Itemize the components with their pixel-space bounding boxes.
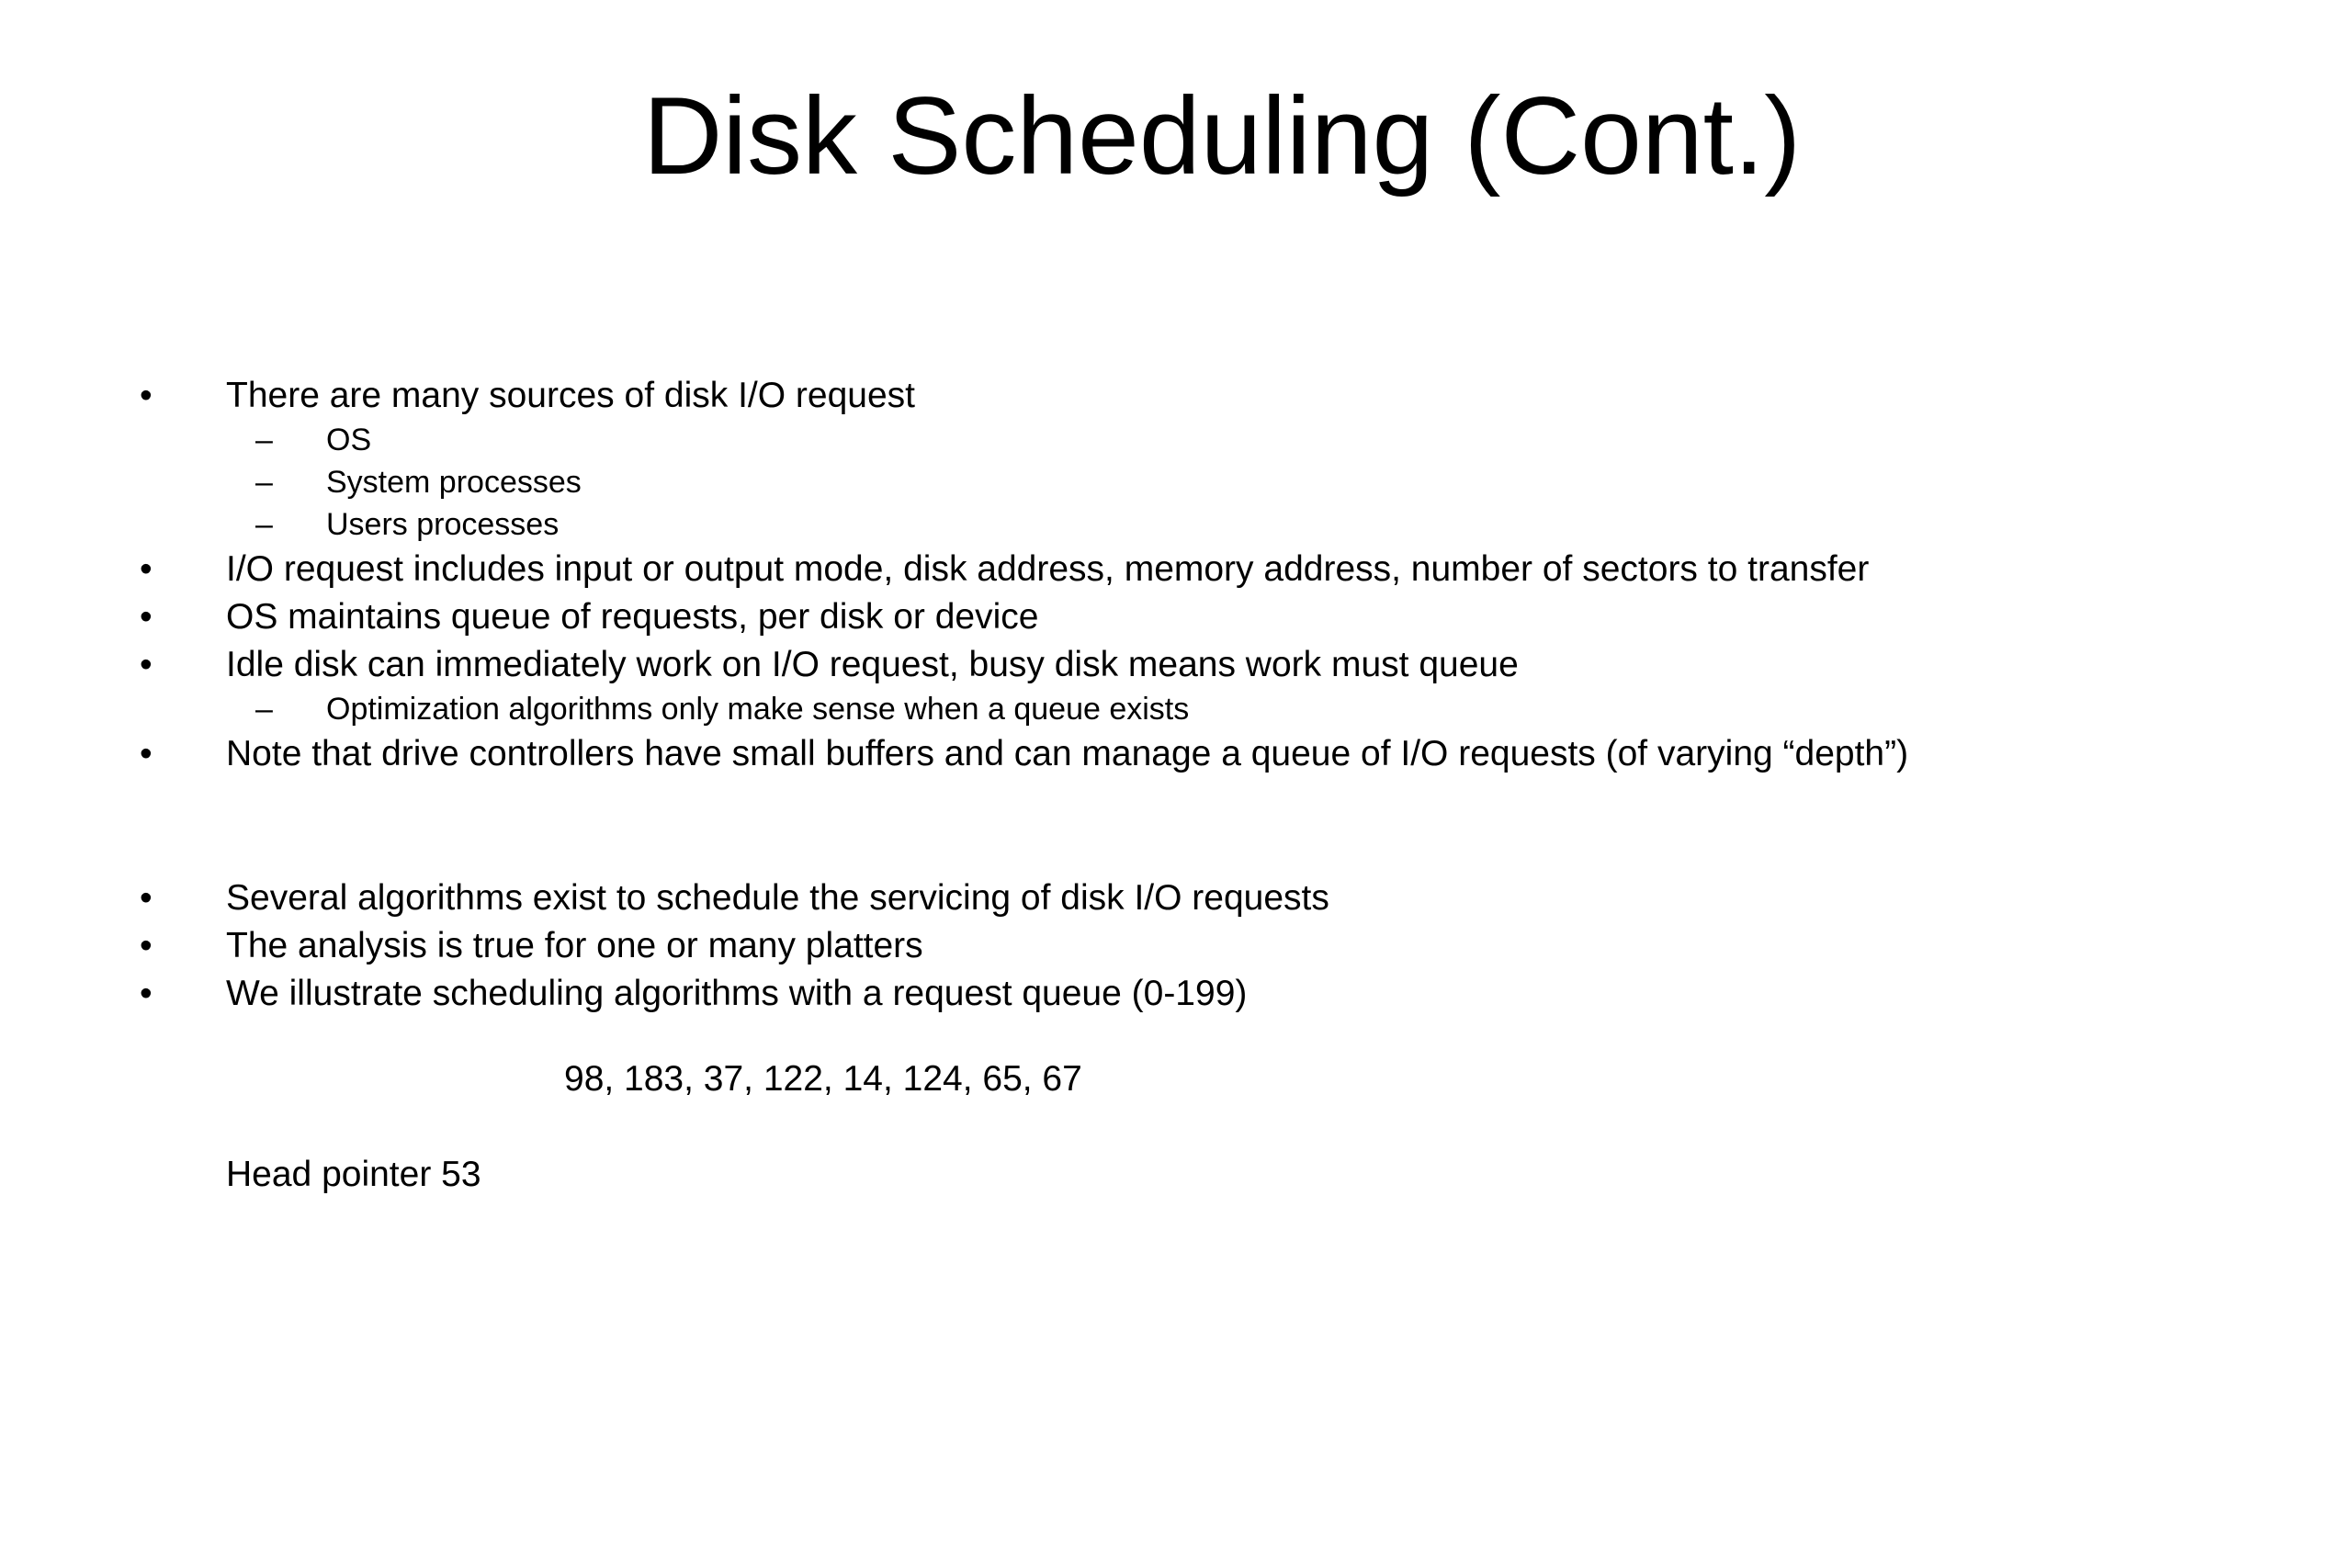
sub-bullet-item: Users processes <box>326 507 560 542</box>
bullet-marker: • <box>140 734 153 773</box>
bullet-item: There are many sources of disk I/O request <box>226 376 915 415</box>
bullet-item: Idle disk can immediately work on I/O request, busy disk means work must queue <box>226 645 1519 684</box>
request-queue: 98, 183, 37, 122, 14, 124, 65, 67 <box>564 1059 1082 1099</box>
sub-bullet-marker: – <box>255 465 273 500</box>
sub-bullet-marker: – <box>255 507 273 542</box>
head-pointer: Head pointer 53 <box>226 1155 481 1194</box>
bullet-item: Note that drive controllers have small buffers and can manage a queue of I/O requests (of varying “depth”) <box>226 734 1909 773</box>
bullet-marker: • <box>140 974 153 1013</box>
sub-bullet-item: Optimization algorithms only make sense when a queue exists <box>326 692 1190 727</box>
bullet-item: OS maintains queue of requests, per disk or device <box>226 597 1039 637</box>
sub-bullet-marker: – <box>255 423 273 457</box>
bullet-marker: • <box>140 549 153 589</box>
sub-bullet-marker: – <box>255 692 273 727</box>
bullet-item: The analysis is true for one or many platters <box>226 926 923 965</box>
bullet-marker: • <box>140 597 153 637</box>
bullet-marker: • <box>140 376 153 415</box>
slide-title: Disk Scheduling (Cont.) <box>642 74 1802 197</box>
bullet-item: I/O request includes input or output mode, disk address, memory address, number of sectors to transfer <box>226 549 1870 589</box>
bullet-marker: • <box>140 645 153 684</box>
sub-bullet-item: System processes <box>326 465 582 500</box>
sub-bullet-item: OS <box>326 423 372 457</box>
bullet-marker: • <box>140 878 153 918</box>
bullet-marker: • <box>140 926 153 965</box>
bullet-item: We illustrate scheduling algorithms with a request queue (0-199) <box>226 974 1248 1013</box>
bullet-item: Several algorithms exist to schedule the servicing of disk I/O requests <box>226 878 1329 918</box>
